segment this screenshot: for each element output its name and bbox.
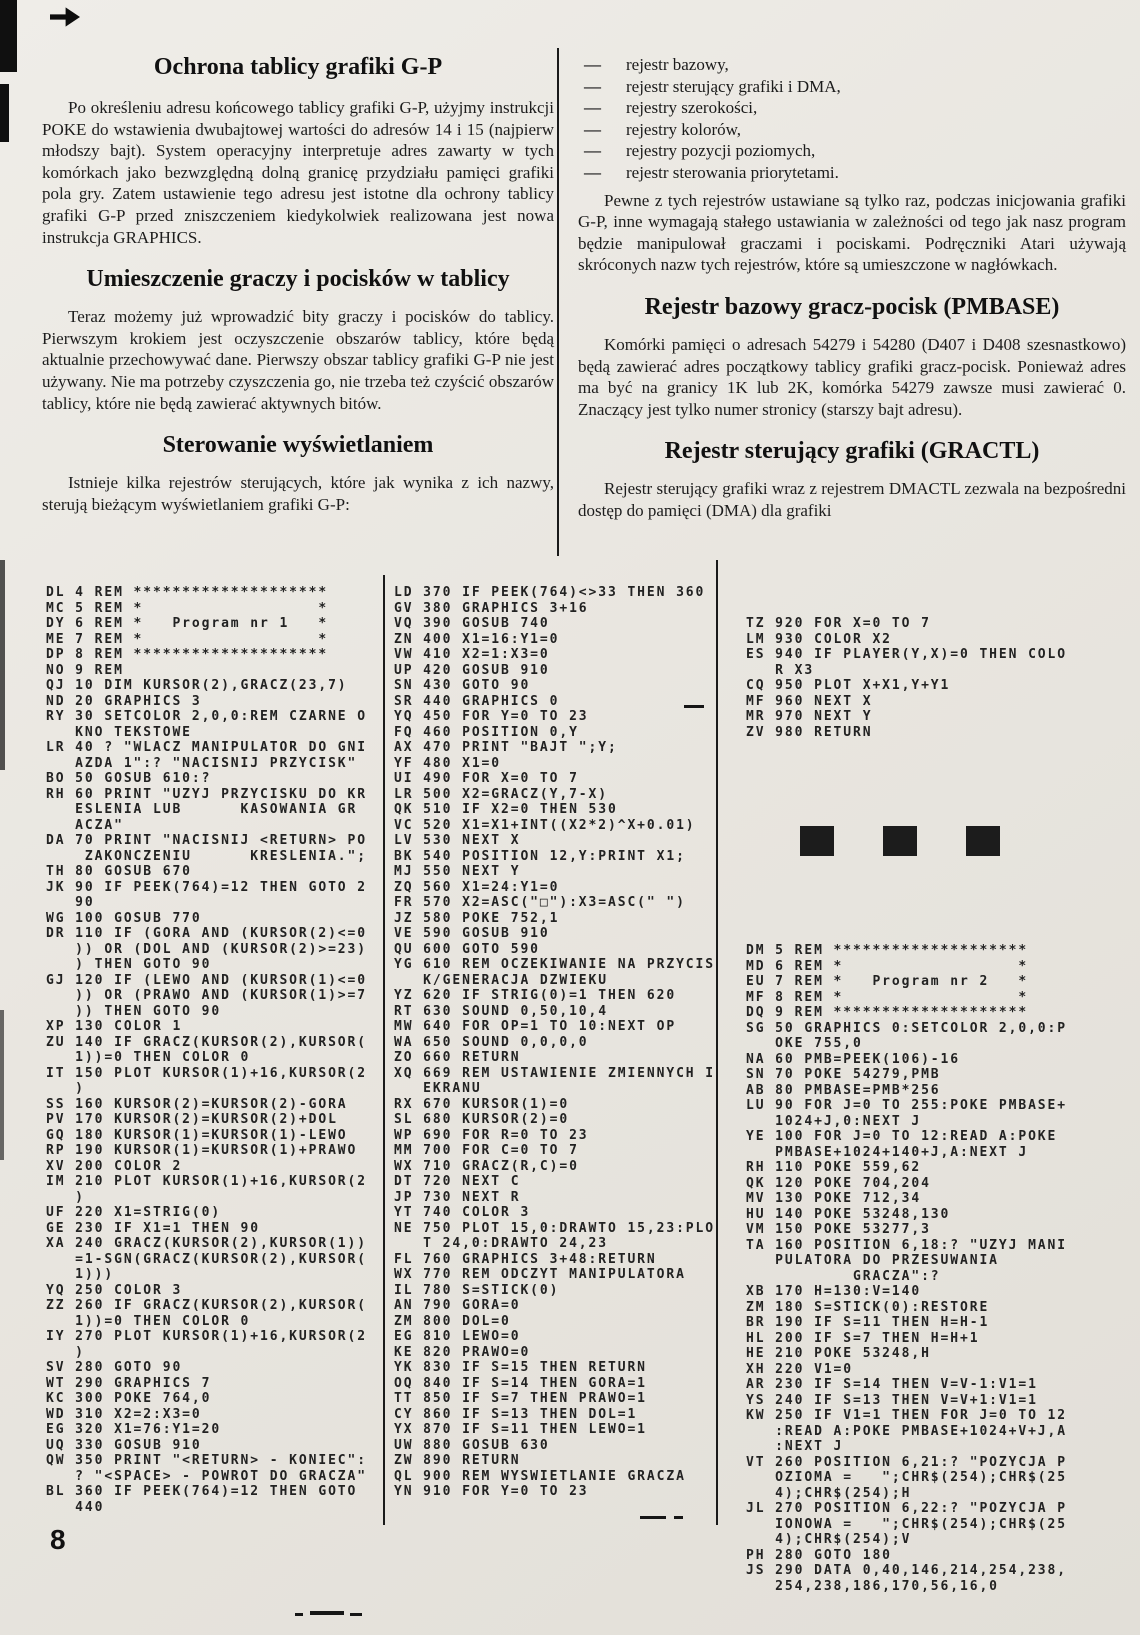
- code-line: :NEXT J: [746, 1439, 844, 1454]
- code-line: JS 290 DATA 0,40,146,214,254,238,: [746, 1563, 1067, 1578]
- code-line: YQ 250 COLOR 3: [46, 1282, 183, 1298]
- code-line: KE 820 PRAWO=0: [394, 1344, 531, 1360]
- code-line: WT 290 GRAPHICS 7: [46, 1375, 212, 1391]
- code-line: KW 250 IF V1=1 THEN FOR J=0 TO 12: [746, 1408, 1067, 1423]
- code-line: ): [46, 1344, 85, 1360]
- paragraph: Po określeniu adresu końcowego tablicy grafiki G-P, użyjmy instrukcji POKE do wstawienia dwubajtowej wartości do adresów 14 i 15 (najpierw młodszy bajt). System operacyjny interpretuje adres zawarty w tych komórkach jako bezwzględną dolną granicę przydziału pamięci grafiki pola gry. Zatem ustawienie tego adresu jest istotne dla ochrony tablicy grafiki G-P przed zniszczeniem kiedykolwiek realizowana jest nowa instrukcja GRAPHICS.: [42, 98, 554, 247]
- code-line: YS 240 IF S=13 THEN V=V+1:V1=1: [746, 1392, 1038, 1408]
- code-line: ZO 660 RETURN: [394, 1050, 521, 1065]
- code-line: DP 8 REM ********************: [46, 647, 329, 662]
- code-line: GE 230 IF X1=1 THEN 90: [46, 1220, 260, 1236]
- code-line: SN 430 GOTO 90: [394, 678, 531, 693]
- code-line: PV 170 KURSOR(2)=KURSOR(2)+DOL: [46, 1112, 338, 1127]
- code-line: HU 140 POKE 53248,130: [746, 1206, 951, 1222]
- code-line: ZM 800 DOL=0: [394, 1313, 511, 1329]
- code-line: 4);CHR$(254);V: [746, 1532, 912, 1547]
- code-line: UW 880 GOSUB 630: [394, 1437, 550, 1453]
- code-line: LM 930 COLOR X2: [746, 631, 892, 647]
- paragraph: Rejestr sterujący grafiki wraz z rejestrem DMACTL zezwala na bezpośredni dostęp do pamięci (DMA) dla grafiki: [578, 479, 1126, 520]
- code-line: FR 570 X2=ASC("□"):X3=ASC(" "): [394, 895, 686, 910]
- code-line: WP 690 FOR R=0 TO 23: [394, 1127, 589, 1143]
- code-line: IONOWA = ";CHR$(254);CHR$(25: [746, 1516, 1067, 1532]
- separator-ornament: [800, 826, 1067, 856]
- code-line: DY 6 REM * Program nr 1 *: [46, 616, 329, 631]
- code-line: LR 40 ? "WLACZ MANIPULATOR DO GNI: [46, 740, 367, 755]
- code-line: BR 190 IF S=11 THEN H=H-1: [746, 1315, 990, 1330]
- code-line: DL 4 REM ********************: [46, 585, 329, 600]
- code-line: AR 230 IF S=14 THEN V=V-1:V1=1: [746, 1377, 1038, 1392]
- column-divider: [557, 48, 559, 556]
- section-arrow-icon: [50, 6, 80, 28]
- code-line: UF 220 X1=STRIG(0): [46, 1205, 222, 1220]
- code-line: XA 240 GRACZ(KURSOR(2),KURSOR(1)): [46, 1236, 367, 1251]
- code-line: EG 810 LEWO=0: [394, 1329, 521, 1344]
- code-line: 4);CHR$(254);H: [746, 1485, 912, 1501]
- basic-listing-program1-end: [746, 616, 1067, 740]
- code-line: XH 220 V1=0: [746, 1361, 853, 1377]
- code-line: YF 480 X1=0: [394, 755, 501, 771]
- code-line: XQ 669 REM USTAWIENIE ZMIENNYCH I: [394, 1065, 715, 1081]
- code-line: SL 680 KURSOR(2)=0: [394, 1112, 570, 1127]
- code-line: AB 80 PMBASE=PMB*256: [746, 1082, 941, 1098]
- article-title: Ochrona tablicy grafiki G-P: [153, 54, 443, 80]
- code-line: YG 610 REM OCZEKIWANIE NA PRZYCIS: [394, 957, 715, 972]
- separator-square: [883, 826, 917, 856]
- code-line: NE 750 PLOT 15,0:DRAWTO 15,23:PLO: [394, 1220, 715, 1236]
- code-line: JP 730 NEXT R: [394, 1189, 521, 1205]
- code-line: HE 210 POKE 53248,H: [746, 1346, 931, 1361]
- code-line: WX 770 REM ODCZYT MANIPULATORA: [394, 1267, 686, 1282]
- code-line: YT 740 COLOR 3: [394, 1205, 531, 1220]
- code-line: ZQ 560 X1=24:Y1=0: [394, 879, 560, 895]
- register-list: [578, 54, 1126, 184]
- code-line: NO 9 REM: [46, 662, 124, 678]
- code-line: SV 280 GOTO 90: [46, 1360, 183, 1375]
- code-line: YE 100 FOR J=0 TO 12:READ A:POKE: [746, 1129, 1058, 1144]
- code-line: GQ 180 KURSOR(1)=KURSOR(1)-LEWO: [46, 1127, 348, 1143]
- code-line: MD 6 REM * *: [746, 958, 1029, 974]
- scan-edge-mark: [0, 0, 17, 72]
- code-line: WG 100 GOSUB 770: [46, 910, 202, 926]
- scan-edge-mark: [0, 560, 5, 770]
- code-line: JK 90 IF PEEK(764)=12 THEN GOTO 2: [46, 879, 367, 895]
- subsection-title: Sterowanie wyświetlaniem: [162, 432, 434, 459]
- code-line: 1))=0 THEN COLOR 0: [46, 1050, 251, 1065]
- code-line: LD 370 IF PEEK(764)<>33 THEN 360: [394, 585, 706, 600]
- paragraph: Pewne z tych rejestrów ustawiane są tylko raz, podczas inicjowania grafiki G-P, inne wymagają stałego ustawiania w zależności od tego jak nasz program będzie manipulował graczami i pociskami. Podręczniki Atari używają skróconych nazw tych rejestrów, które są umieszczone w nagłówkach.: [578, 190, 1126, 275]
- basic-listing-column-2: [394, 585, 715, 1500]
- code-line: ACZA": [46, 817, 124, 833]
- code-line: XV 200 COLOR 2: [46, 1158, 183, 1174]
- code-line: AZDA 1":? "NACISNIJ PRZYCISK": [46, 755, 358, 771]
- code-line: 1024+J,0:NEXT J: [746, 1113, 922, 1129]
- paragraph: Komórki pamięci o adresach 54279 i 54280 (D407 i D408 szesnastkowo) będą zawierać adres początkowy tablicy grafiki gracz-pocisk. Ponieważ adres ma być na granicy 1K lub 2K, komórka 54279 zawsze musi zawierać 0. Znaczący jest tylko numer stronicy (starszy bajt adresu).: [578, 334, 1126, 419]
- code-line: RP 190 KURSOR(1)=KURSOR(1)+PRAWO: [46, 1143, 358, 1158]
- code-line: CQ 950 PLOT X+X1,Y+Y1: [746, 678, 951, 693]
- code-line: =1-SGN(GRACZ(KURSOR(2),KURSOR(: [46, 1251, 367, 1267]
- code-line: )) THEN GOTO 90: [46, 1003, 222, 1019]
- code-line: TZ 920 FOR X=0 TO 7: [746, 616, 931, 631]
- basic-listing-column-3: [746, 585, 1067, 1610]
- listing-divider: [383, 575, 385, 1525]
- code-line: WX 710 GRACZ(R,C)=0: [394, 1158, 579, 1174]
- basic-listing-program2: [746, 943, 1067, 1594]
- code-line: XP 130 COLOR 1: [46, 1019, 183, 1034]
- code-line: 440: [46, 1499, 105, 1515]
- code-line: QK 510 IF X2=0 THEN 530: [394, 802, 618, 817]
- code-line: SN 70 POKE 54279,PMB: [746, 1067, 941, 1082]
- code-line: )) OR (DOL AND (KURSOR(2)>=23): [46, 941, 367, 957]
- code-line: PMBASE+1024+140+J,A:NEXT J: [746, 1144, 1029, 1160]
- code-line: OZIOMA = ";CHR$(254);CHR$(25: [746, 1470, 1067, 1485]
- code-line: IT 150 PLOT KURSOR(1)+16,KURSOR(2: [46, 1065, 367, 1081]
- code-line: UI 490 FOR X=0 TO 7: [394, 771, 579, 786]
- code-line: ) THEN GOTO 90: [46, 957, 212, 972]
- code-line: JZ 580 POKE 752,1: [394, 910, 560, 926]
- margin-dash: [684, 705, 704, 708]
- code-line: ZM 180 S=STICK(0):RESTORE: [746, 1299, 990, 1315]
- code-line: 1))=0 THEN COLOR 0: [46, 1313, 251, 1329]
- code-line: IL 780 S=STICK(0): [394, 1282, 560, 1298]
- code-line: DA 70 PRINT "NACISNIJ <RETURN> PO: [46, 833, 367, 848]
- article-column-left: [42, 48, 554, 519]
- code-line: ZU 140 IF GRACZ(KURSOR(2),KURSOR(: [46, 1034, 367, 1050]
- code-line: AX 470 PRINT "BAJT ";Y;: [394, 740, 618, 755]
- code-line: WD 310 X2=2:X3=0: [46, 1406, 202, 1422]
- code-line: YX 870 IF S=11 THEN LEWO=1: [394, 1422, 647, 1437]
- code-line: ZAKONCZENIU KRESLENIA.";: [46, 848, 367, 864]
- code-line: BO 50 GOSUB 610:?: [46, 771, 212, 786]
- listing-divider: [716, 560, 718, 1525]
- code-line: KC 300 POKE 764,0: [46, 1391, 212, 1406]
- code-line: YQ 450 FOR Y=0 TO 23: [394, 709, 589, 724]
- subsection-title: Rejestr sterujący grafiki (GRACTL): [664, 438, 1040, 465]
- code-line: DM 5 REM ********************: [746, 943, 1029, 958]
- code-line: ND 20 GRAPHICS 3: [46, 693, 202, 709]
- code-line: QK 120 POKE 704,204: [746, 1175, 931, 1191]
- code-line: PULATORA DO PRZESUWANIA: [746, 1253, 999, 1268]
- code-line: ME 7 REM * *: [46, 631, 329, 647]
- code-line: MC 5 REM * *: [46, 600, 329, 616]
- code-line: IY 270 PLOT KURSOR(1)+16,KURSOR(2: [46, 1329, 367, 1344]
- code-line: VT 260 POSITION 6,21:? "POZYCJA P: [746, 1454, 1067, 1470]
- bottom-mark: [350, 1613, 362, 1616]
- code-line: LR 500 X2=GRACZ(Y,7-X): [394, 786, 608, 802]
- code-line: ZN 400 X1=16:Y1=0: [394, 631, 560, 647]
- code-line: :READ A:POKE PMBASE+1024+V+J,A: [746, 1423, 1067, 1439]
- code-line: UQ 330 GOSUB 910: [46, 1437, 202, 1453]
- code-line: YK 830 IF S=15 THEN RETURN: [394, 1360, 647, 1375]
- code-line: VW 410 X2=1:X3=0: [394, 647, 550, 662]
- separator-square: [966, 826, 1000, 856]
- code-line: ESLENIA LUB KASOWANIA GR: [46, 802, 358, 817]
- code-line: KNO TEKSTOWE: [46, 724, 192, 740]
- code-line: 254,238,186,170,56,16,0: [746, 1578, 999, 1594]
- paragraph: Istnieje kilka rejestrów sterujących, które jak wynika z ich nazwy, sterują bieżącym wyświetlaniem grafiki G-P:: [42, 473, 554, 514]
- code-line: EG 320 X1=76:Y1=20: [46, 1422, 222, 1437]
- code-line: VM 150 POKE 53277,3: [746, 1222, 931, 1237]
- code-line: VC 520 X1=X1+INT((X2*2)^X+0.01): [394, 817, 696, 833]
- code-line: DT 720 NEXT C: [394, 1174, 521, 1189]
- code-line: WA 650 SOUND 0,0,0,0: [394, 1034, 589, 1050]
- separator-square: [800, 826, 834, 856]
- scan-edge-mark: [0, 1010, 4, 1160]
- code-line: XB 170 H=130:V=140: [746, 1284, 922, 1299]
- code-line: PH 280 GOTO 180: [746, 1547, 892, 1563]
- code-line: NA 60 PMB=PEEK(106)-16: [746, 1051, 960, 1067]
- code-line: VE 590 GOSUB 910: [394, 926, 550, 941]
- code-line: RX 670 KURSOR(1)=0: [394, 1096, 570, 1112]
- code-line: QU 600 GOTO 590: [394, 941, 540, 957]
- register-list-item: — rejestr sterujący grafiki i DMA,: [578, 76, 1126, 98]
- code-line: R X3: [746, 662, 815, 678]
- code-line: ES 940 IF PLAYER(Y,X)=0 THEN COLO: [746, 647, 1067, 662]
- code-line: YZ 620 IF STRIG(0)=1 THEN 620: [394, 988, 677, 1003]
- code-line: ): [46, 1081, 85, 1096]
- code-line: CY 860 IF S=13 THEN DOL=1: [394, 1406, 638, 1422]
- subsection-title: Rejestr bazowy gracz-pocisk (PMBASE): [644, 293, 1060, 320]
- code-line: QW 350 PRINT "<RETURN> - KONIEC":: [46, 1453, 367, 1468]
- code-line: IM 210 PLOT KURSOR(1)+16,KURSOR(2: [46, 1174, 367, 1189]
- code-line: HL 200 IF S=7 THEN H=H+1: [746, 1330, 980, 1346]
- code-line: MR 970 NEXT Y: [746, 709, 873, 724]
- code-line: TH 80 GOSUB 670: [46, 864, 192, 879]
- code-line: EU 7 REM * Program nr 2 *: [746, 974, 1029, 989]
- register-list-item: — rejestry pozycji poziomych,: [578, 140, 1126, 162]
- code-line: AN 790 GORA=0: [394, 1298, 521, 1313]
- code-line: MJ 550 NEXT Y: [394, 864, 521, 879]
- code-line: QL 900 REM WYSWIETLANIE GRACZA: [394, 1468, 686, 1484]
- paragraph: Teraz możemy już wprowadzić bity graczy i pocisków do tablicy. Pierwszym krokiem jest oczyszczenie obszarów tablicy, które będą aktualnie przechowywać dane. Pierwszy obszar tablicy grafiki G-P nie jest używany. Nie ma potrzeby czyszczenia go, nie trzeba też czyścić obszarów tablicy, które nie będą zawierać aktywnych bitów.: [42, 307, 554, 413]
- code-line: ZW 890 RETURN: [394, 1453, 521, 1468]
- code-line: MM 700 FOR C=0 TO 7: [394, 1143, 579, 1158]
- code-line: LV 530 NEXT X: [394, 833, 521, 848]
- code-line: GJ 120 IF (LEWO AND (KURSOR(1)<=0: [46, 972, 367, 988]
- code-line: TT 850 IF S=7 THEN PRAWO=1: [394, 1391, 647, 1406]
- code-line: ? "<SPACE> - POWROT DO GRACZA": [46, 1468, 367, 1484]
- code-line: ZV 980 RETURN: [746, 724, 873, 740]
- bottom-mark: [310, 1611, 344, 1615]
- code-line: 90: [46, 895, 95, 910]
- code-line: VQ 390 GOSUB 740: [394, 616, 550, 631]
- basic-listing-column-1: [46, 585, 367, 1515]
- register-list-item: — rejestry szerokości,: [578, 97, 1126, 119]
- code-line: MF 8 REM * *: [746, 989, 1029, 1005]
- code-line: SS 160 KURSOR(2)=KURSOR(2)-GORA: [46, 1096, 348, 1112]
- code-line: DQ 9 REM ********************: [746, 1005, 1029, 1020]
- code-line: MF 960 NEXT X: [746, 693, 873, 709]
- code-line: QJ 10 DIM KURSOR(2),GRACZ(23,7): [46, 678, 348, 693]
- code-line: SR 440 GRAPHICS 0: [394, 693, 560, 709]
- code-line: TA 160 POSITION 6,18:? "UZYJ MANI: [746, 1237, 1067, 1253]
- subsection-title: Umieszczenie graczy i pocisków w tablicy: [86, 266, 510, 293]
- code-line: FQ 460 POSITION 0,Y: [394, 724, 579, 740]
- code-line: 1))): [46, 1267, 115, 1282]
- margin-dash: [640, 1516, 666, 1519]
- code-line: DR 110 IF (GORA AND (KURSOR(2)<=0: [46, 926, 367, 941]
- code-line: LU 90 FOR J=0 TO 255:POKE PMBASE+: [746, 1098, 1067, 1113]
- code-line: RH 60 PRINT "UZYJ PRZYCISKU DO KR: [46, 786, 367, 802]
- code-line: MW 640 FOR OP=1 TO 10:NEXT OP: [394, 1019, 677, 1034]
- code-line: EKRANU: [394, 1081, 482, 1096]
- code-line: YN 910 FOR Y=0 TO 23: [394, 1484, 589, 1499]
- code-line: )) OR (PRAWO AND (KURSOR(1)>=7: [46, 988, 367, 1003]
- code-line: K/GENERACJA DZWIEKU: [394, 972, 608, 988]
- code-line: RY 30 SETCOLOR 2,0,0:REM CZARNE O: [46, 709, 367, 724]
- code-line: RH 110 POKE 559,62: [746, 1160, 922, 1175]
- code-line: ZZ 260 IF GRACZ(KURSOR(2),KURSOR(: [46, 1298, 367, 1313]
- scan-edge-mark: [0, 84, 9, 142]
- register-list-item: — rejestry kolorów,: [578, 119, 1126, 141]
- article-column-right: [578, 50, 1126, 526]
- code-line: OQ 840 IF S=14 THEN GORA=1: [394, 1375, 647, 1391]
- code-line: BL 360 IF PEEK(764)=12 THEN GOTO: [46, 1484, 358, 1499]
- code-line: GV 380 GRAPHICS 3+16: [394, 600, 589, 616]
- code-line: RT 630 SOUND 0,50,10,4: [394, 1003, 608, 1019]
- code-line: FL 760 GRAPHICS 3+48:RETURN: [394, 1251, 657, 1267]
- register-list-item: — rejestr bazowy,: [578, 54, 1126, 76]
- code-line: JL 270 POSITION 6,22:? "POZYCJA P: [746, 1501, 1067, 1516]
- code-line: ): [46, 1189, 85, 1205]
- code-line: OKE 755,0: [746, 1036, 863, 1051]
- code-line: T 24,0:DRAWTO 24,23: [394, 1236, 608, 1251]
- code-line: MV 130 POKE 712,34: [746, 1191, 922, 1206]
- register-list-item: — rejestr sterowania priorytetami.: [578, 162, 1126, 184]
- page-number: 8: [50, 1524, 66, 1555]
- bottom-mark: [295, 1613, 303, 1616]
- code-line: UP 420 GOSUB 910: [394, 662, 550, 678]
- code-line: BK 540 POSITION 12,Y:PRINT X1;: [394, 848, 686, 864]
- margin-dash: [674, 1516, 683, 1519]
- code-line: SG 50 GRAPHICS 0:SETCOLOR 2,0,0:P: [746, 1020, 1067, 1036]
- code-line: GRACZA":?: [746, 1268, 941, 1284]
